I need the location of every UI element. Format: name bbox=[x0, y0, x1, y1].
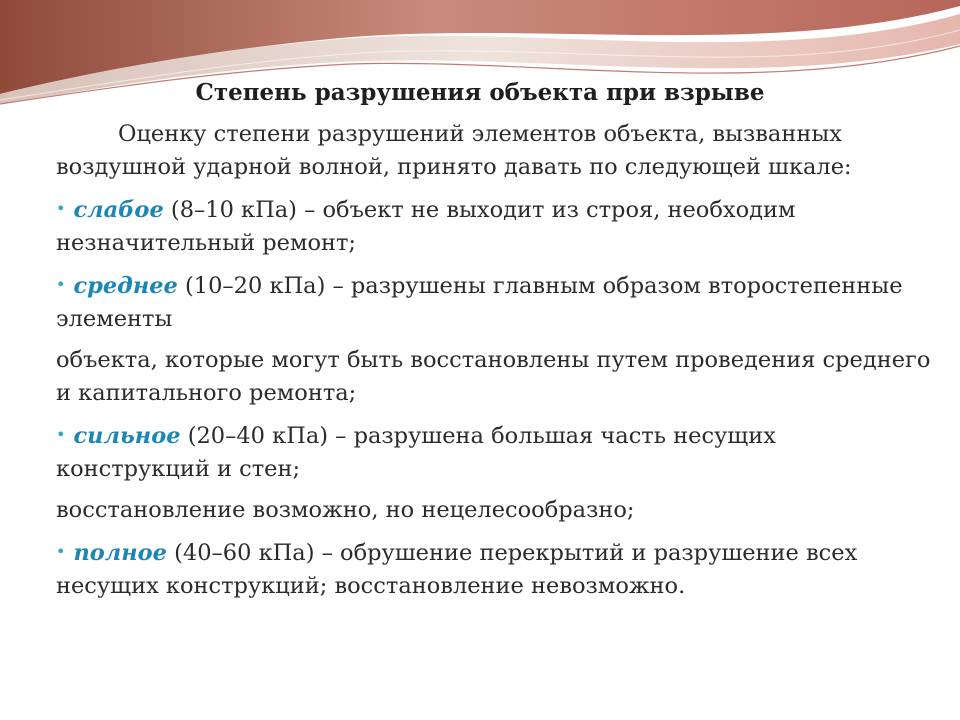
bullet-term: сильное bbox=[73, 423, 181, 449]
bullet-marker: • bbox=[56, 425, 66, 444]
continuation-line: восстановление возможно, но нецелесообразно; bbox=[56, 497, 635, 523]
bullet-marker: • bbox=[56, 542, 66, 561]
slide-title: Степень разрушения объекта при взрыве bbox=[195, 79, 765, 106]
bullet-term: полное bbox=[73, 540, 167, 566]
bullet-item-medium bbox=[56, 268, 932, 336]
bullet-text: (20–40 кПа) – разрушена большая часть несущих конструкций и стен; bbox=[56, 423, 776, 482]
continuation-line: объекта, которые могут быть восстановлены путем проведения среднего и капитального ремонта; bbox=[56, 347, 931, 406]
intro-paragraph: Оценку степени разрушений элементов объекта, вызванных воздушной ударной волной, принято давать по следующей шкале: bbox=[56, 121, 852, 180]
bullet-item-complete bbox=[56, 535, 932, 603]
bullet-term: среднее bbox=[73, 273, 178, 299]
bullet-text: (40–60 кПа) – обрушение перекрытий и разрушение всех несущих конструкций; восстановление невозможно. bbox=[56, 540, 858, 599]
slide-body bbox=[56, 118, 932, 611]
bullet-text: (8–10 кПа) – объект не выходит из строя, необходим незначительный ремонт; bbox=[56, 197, 796, 256]
bullet-marker: • bbox=[56, 199, 66, 218]
bullet-term: слабое bbox=[73, 197, 164, 223]
bullet-marker: • bbox=[56, 275, 66, 294]
bullet-item-strong bbox=[56, 418, 932, 486]
bullet-text: (10–20 кПа) – разрушены главным образом второстепенные элементы bbox=[56, 273, 903, 332]
bullet-item-light bbox=[56, 192, 932, 260]
